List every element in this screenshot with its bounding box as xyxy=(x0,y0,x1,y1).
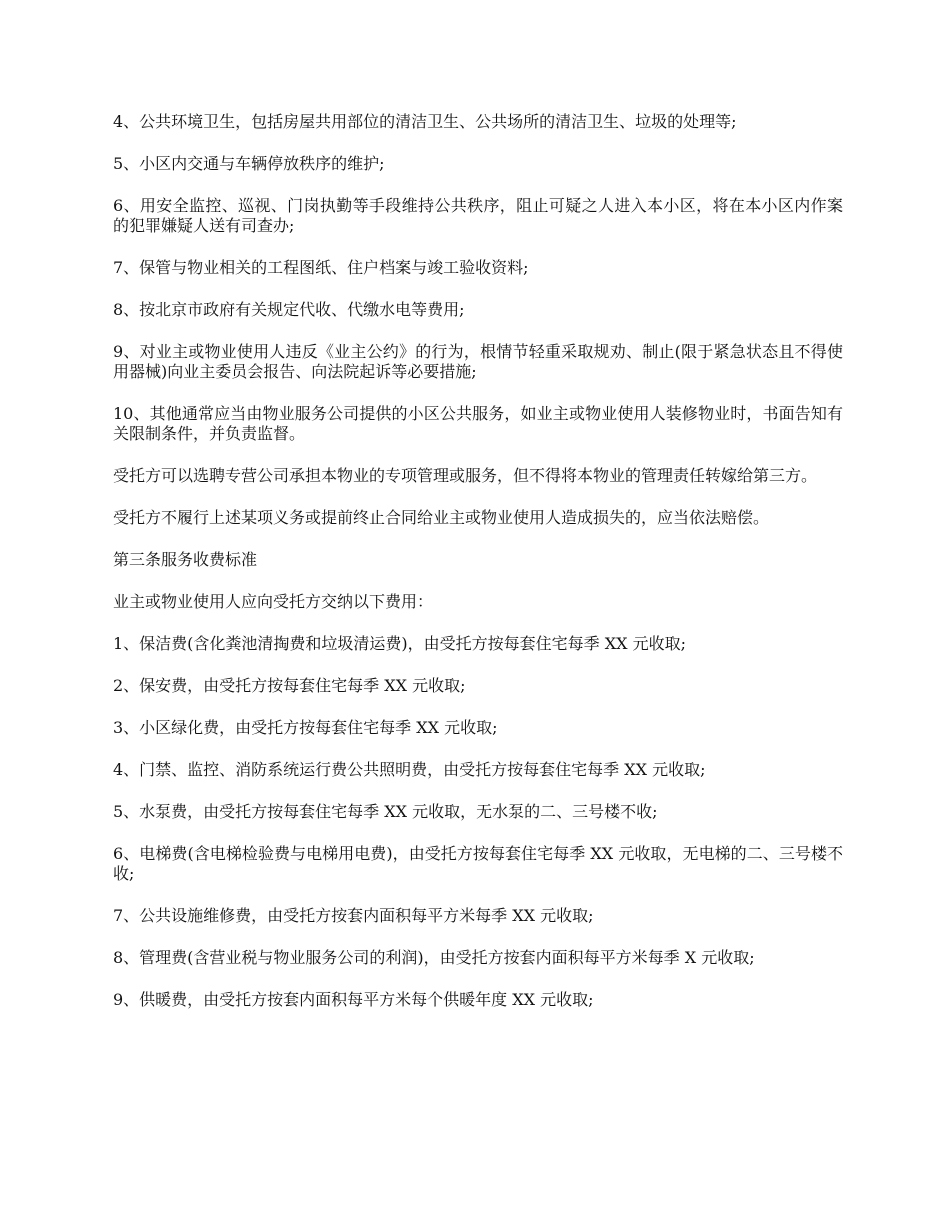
fee-2-security: 2、保安费，由受托方按每套住宅每季 XX 元收取; xyxy=(113,676,466,695)
fee-8-management: 8、管理费(含营业税与物业服务公司的利润)，由受托方按套内面积每平方米每季 X 元收取; xyxy=(113,948,755,967)
fee-1-cleaning: 1、保洁费(含化粪池清掏费和垃圾清运费)，由受托方按每套住宅每季 XX 元收取; xyxy=(113,634,687,653)
clause-9-violations: 9、对业主或物业使用人违反《业主公约》的行为，根情节轻重采取规劝、制止(限于紧急状态且不得使用器械)向业主委员会报告、向法院起诉等必要措施; xyxy=(113,342,843,381)
fee-9-heating: 9、供暖费，由受托方按套内面积每平方米每个供暖年度 XX 元收取; xyxy=(113,990,594,1009)
liability-paragraph: 受托方不履行上述某项义务或提前终止合同给业主或物业使用人造成损失的，应当依法赔偿。 xyxy=(113,508,770,527)
fee-5-water-pump: 5、水泵费，由受托方按每套住宅每季 XX 元收取，无水泵的二、三号楼不收; xyxy=(113,802,658,821)
clause-7-archives: 7、保管与物业相关的工程图纸、住户档案与竣工验收资料; xyxy=(113,258,529,277)
clause-10-other-services: 10、其他通常应当由物业服务公司提供的小区公共服务，如业主或物业使用人装修物业时，书面告知有关限制条件，并负责监督。 xyxy=(113,404,843,443)
document-page xyxy=(113,112,843,1032)
fee-6-elevator: 6、电梯费(含电梯检验费与电梯用电费)，由受托方按每套住宅每季 XX 元收取，无电梯的二、三号楼不收; xyxy=(113,844,843,883)
fee-3-greening: 3、小区绿化费，由受托方按每套住宅每季 XX 元收取; xyxy=(113,718,498,737)
subcontracting-paragraph: 受托方可以选聘专营公司承担本物业的专项管理或服务，但不得将本物业的管理责任转嫁给第三方。 xyxy=(113,466,818,485)
clause-4-sanitation: 4、公共环境卫生，包括房屋共用部位的清洁卫生、公共场所的清洁卫生、垃圾的处理等; xyxy=(113,112,737,131)
clause-5-traffic: 5、小区内交通与车辆停放秩序的维护; xyxy=(113,154,385,173)
fee-4-systems: 4、门禁、监控、消防系统运行费公共照明费，由受托方按每套住宅每季 XX 元收取; xyxy=(113,760,706,779)
fees-intro: 业主或物业使用人应向受托方交纳以下费用： xyxy=(113,592,434,611)
section-heading-fees: 第三条服务收费标准 xyxy=(113,550,258,569)
fee-7-maintenance: 7、公共设施维修费，由受托方按套内面积每平方米每季 XX 元收取; xyxy=(113,906,594,925)
clause-6-security: 6、用安全监控、巡视、门岗执勤等手段维持公共秩序，阻止可疑之人进入本小区，将在本小区内作案的犯罪嫌疑人送有司查办; xyxy=(113,196,843,235)
clause-8-utilities: 8、按北京市政府有关规定代收、代缴水电等费用; xyxy=(113,300,465,319)
